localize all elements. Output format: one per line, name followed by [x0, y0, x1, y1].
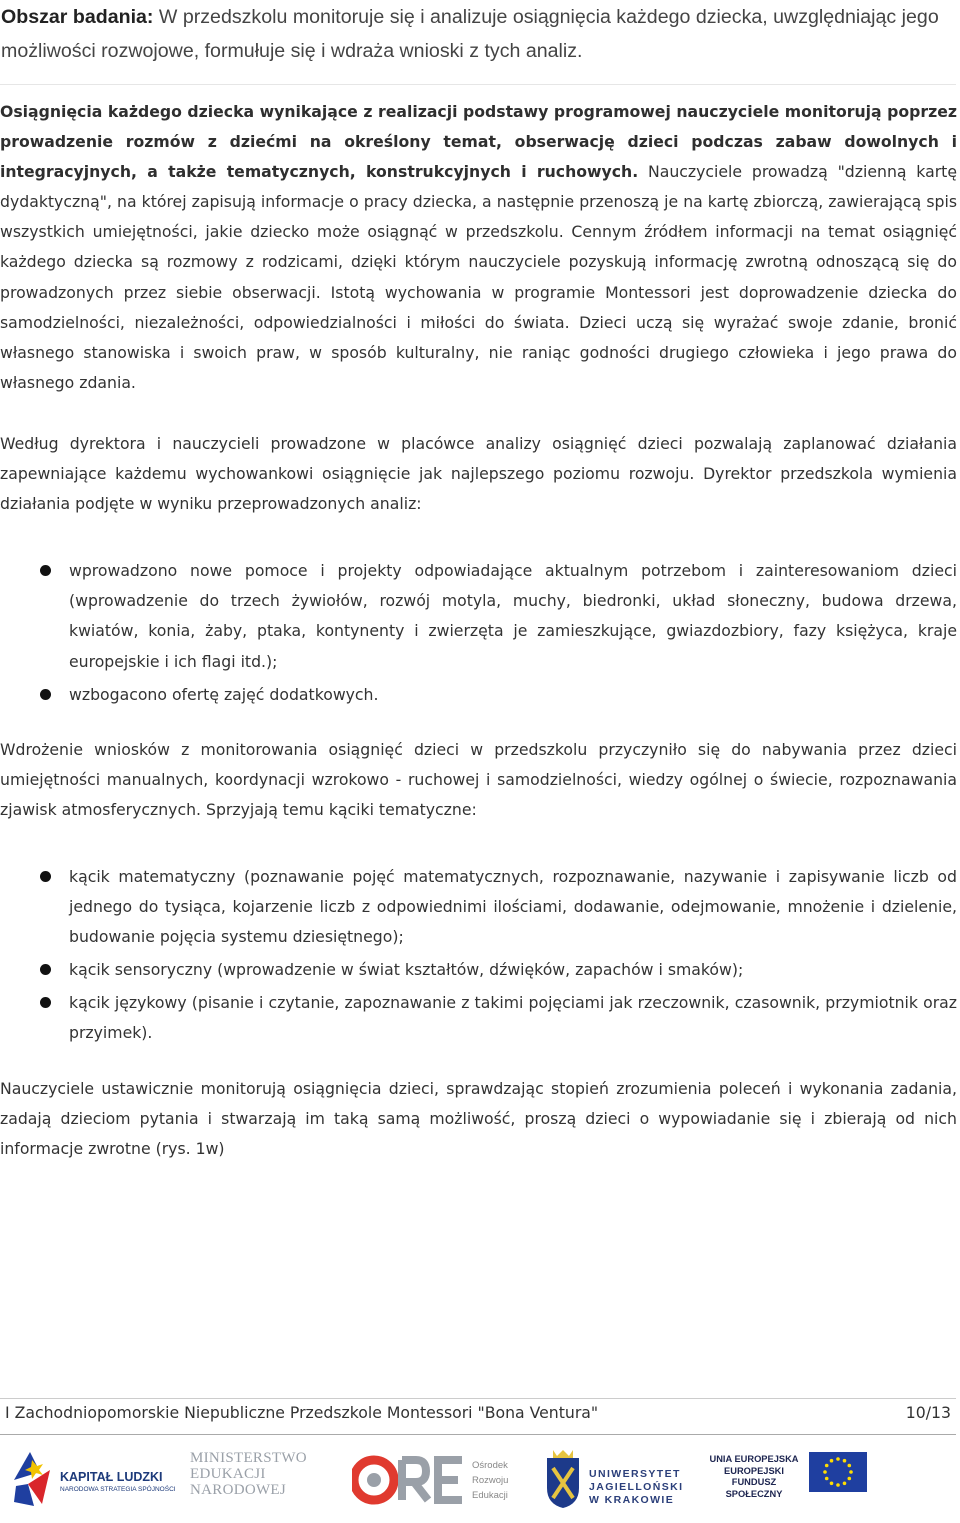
header-divider	[0, 84, 956, 85]
footer-divider	[0, 1398, 956, 1399]
list-item-text: wzbogacono ofertę zajęć dodatkowych.	[69, 684, 379, 704]
ore-logo	[352, 1444, 522, 1516]
eu-line-3: FUNDUSZ SPOŁECZNY	[725, 1477, 783, 1499]
ore-line-2: Rozwoju	[472, 1475, 509, 1486]
bullet-icon	[40, 565, 51, 576]
paragraph-director: Według dyrektora i nauczycieli prowadzone w placówce analizy osiągnięć dzieci pozwalają zaplanować działania zapewniające każdemu wychowankowi osiągnięcie jak najlepszego poziomu rozwoju. Dyrektor przedszkola wymienia działania podjęte w wyniku przeprowadzonych analiz:	[0, 433, 957, 514]
uj-line-1: UNIWERSYTET	[589, 1468, 681, 1480]
uj-logo	[545, 1444, 695, 1516]
page-number: 10/13	[905, 1403, 951, 1422]
area-text: W przedszkolu monitoruje się i analizuje osiągnięcia każdego dziecka, uwzględniając jego możliwości rozwojowe, formułuje się i wdraża wnioski z tych analiz.	[1, 6, 939, 62]
eu-line-2: EUROPEJSKI	[724, 1465, 784, 1476]
men-line-1: MINISTERSTWO	[190, 1450, 307, 1466]
ore-line-3: Edukacji	[472, 1490, 508, 1501]
eu-flag-icon	[809, 1452, 867, 1492]
actions-list	[0, 556, 957, 709]
area-header	[0, 0, 960, 68]
uj-line-2: JAGIELLOŃSKI	[589, 1481, 684, 1493]
men-line-3: NARODOWEJ	[190, 1482, 287, 1498]
bullet-icon	[40, 997, 51, 1008]
report-content	[0, 97, 957, 1164]
list-item	[0, 988, 957, 1048]
bullet-icon	[40, 964, 51, 975]
list-item-text: kącik językowy (pisanie i czytanie, zapoznawanie z takimi pojęciami jak rzeczownik, czasownik, przymiotnik oraz przyimek).	[69, 993, 957, 1043]
list-item-text: wprowadzono nowe pomoce i projekty odpowiadające aktualnym potrzebom i zainteresowaniom dzieci (wprowadzenie do trzech żywiołów, rozwój motyla, muchy, biedronki, układ słoneczny, budowa drzewa, kwiatów, konia, żaby, ptaka, kontynenty i zwierzęta je zamieszkujące, gwiazdozbiory, fazy księżyca, kraje europejskie i ich flagi itd.);	[69, 561, 957, 671]
footer-title: I Zachodniopomorskie Niepubliczne Przedszkole Montessori "Bona Ventura"	[5, 1403, 599, 1422]
eu-line-1: UNIA EUROPEJSKA	[709, 1454, 799, 1464]
paragraph-monitoring	[0, 97, 957, 398]
list-item-text: kącik matematyczny (poznawanie pojęć matematycznych, rozpoznawanie, nazywanie i zapisywanie liczb od jednego do tysiąca, kojarzenie liczb z odpowiednimi ilościami, dodawanie, odejmowanie, mnożenie i dzielenie, budowanie pojęcia systemu dziesiętnego);	[69, 866, 957, 947]
list-item	[0, 680, 957, 710]
ore-mark-icon	[352, 1452, 470, 1512]
ore-text	[472, 1458, 508, 1503]
list-item	[0, 556, 957, 676]
area-label: Obszar badania:	[1, 6, 154, 28]
kapital-ludzki-logo	[8, 1444, 176, 1516]
men-line-2: EDUKACJI	[190, 1466, 266, 1482]
footer-divider-bottom	[0, 1434, 956, 1435]
paragraph-effects: Wdrożenie wniosków z monitorowania osiągnięć dzieci w przedszkolu przyczyniło się do nabywania przez dzieci umiejętności manualnych, koordynacji wzrokowo - ruchowej i samodzielności, wiedzy ogólnej o świecie, rozpoznawania zjawisk atmosferycznych. Sprzyjają temu kąciki tematyczne:	[0, 739, 957, 819]
kapital-ludzki-mark-icon	[10, 1450, 56, 1508]
kapital-ludzki-sub: NARODOWA STRATEGIA SPÓJNOŚCI	[60, 1486, 176, 1493]
ore-line-1: Ośrodek	[472, 1460, 508, 1471]
men-logo	[190, 1444, 320, 1516]
list-item	[0, 955, 957, 985]
sponsor-logos	[0, 1444, 960, 1516]
kapital-ludzki-name: KAPITAŁ LUDZKI	[60, 1470, 163, 1484]
paragraph-monitoring-bold: Osiągnięcia każdego dziecka wynikające z realizacji podstawy programowej nauczyciele monitorują poprzez prowadzenie rozmów z dziećmi na określony temat, obserwację dzieci podczas zabaw dowolnych i integracyjnych, a także tematycznych, konstrukcyjnych i ruchowych.	[0, 102, 957, 182]
paragraph-feedback: Nauczyciele ustawicznie monitorują osiągnięcia dzieci, sprawdzając stopień zrozumienia poleceń i wykonania zadania, zadają dzieciom pytania i stwarzają im taką samą możliwość, proszą dzieci o wypowiadanie się i zbierają od nich informacje zwrotne (rys. 1w)	[0, 1078, 957, 1158]
eu-text	[705, 1454, 803, 1500]
men-text	[190, 1450, 307, 1498]
list-item-text: kącik sensoryczny (wprowadzenie w świat kształtów, dźwięków, zapachów i smaków);	[69, 960, 744, 980]
bullet-icon	[40, 689, 51, 700]
bullet-icon	[40, 871, 51, 882]
list-item	[0, 862, 957, 952]
uj-text	[589, 1468, 683, 1507]
uj-crest-icon	[545, 1448, 581, 1510]
eu-logo	[705, 1444, 870, 1516]
area-description	[0, 0, 960, 68]
paragraph-monitoring-text: Nauczyciele prowadzą "dzienną kartę dydaktyczną", na której zapisują informacje o pracy dziecka, a następnie przenoszą je na kartę zbiorczą, zawierającą spis wszystkich umiejętności, jakie dziecko może osiągnąć w przedszkolu. Cennym źródłem informacji na temat osiągnięć każdego dziecka są rozmowy z rodzicami, dzięki którym nauczyciele pozyskują informację zwrotną odnoszącą się do prowadzonych przez siebie obserwacji. Istotą wychowania w programie Montessori jest doprowadzenie dziecka do samodzielności, niezależności, odpowiedzialności i miłości do świata. Dzieci uczą się wyrażać swoje zdanie, bronić własnego stanowiska i swoich praw, w sposób kulturalny, nie raniąc godności drugiego człowieka i jego prawa do własnego zdania.	[0, 162, 957, 392]
corners-list	[0, 862, 957, 1049]
uj-line-3: W KRAKOWIE	[589, 1494, 675, 1506]
